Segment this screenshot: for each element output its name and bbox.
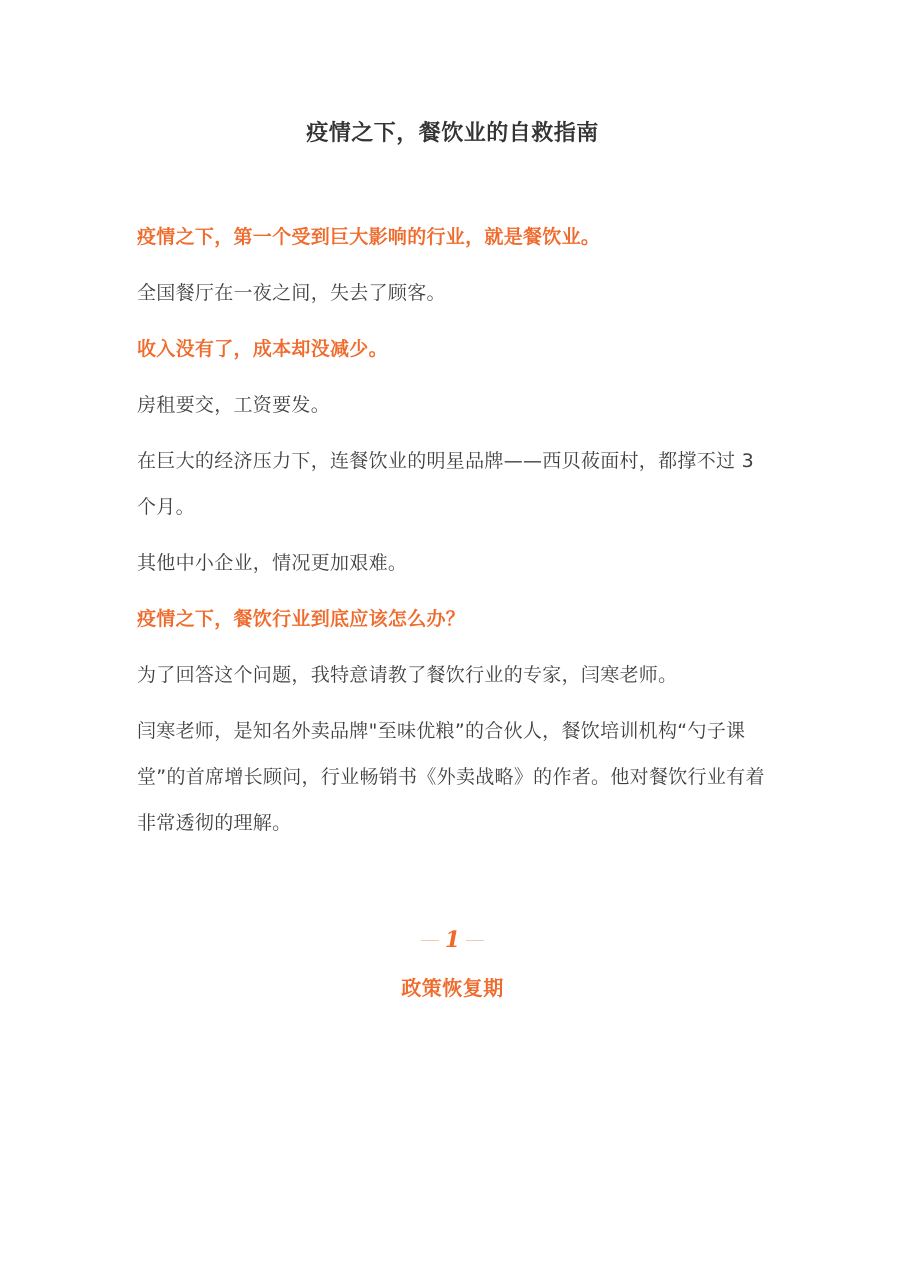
paragraph: 为了回答这个问题，我特意请教了餐饮行业的专家，闫寒老师。 bbox=[137, 664, 678, 686]
decorative-line-left bbox=[421, 940, 439, 941]
section-number-row bbox=[0, 920, 905, 960]
article-title: 疫情之下，餐饮业的自救指南 bbox=[306, 121, 599, 146]
paragraph: 房租要交，工资要发。 bbox=[137, 394, 331, 416]
decorative-line-right bbox=[466, 940, 484, 941]
section-number: 1 bbox=[444, 927, 461, 953]
article-body bbox=[137, 214, 777, 856]
paragraph-highlight: 收入没有了，成本却没减少。 bbox=[137, 338, 388, 360]
section-heading bbox=[0, 920, 905, 1001]
paragraph: 全国餐厅在一夜之间，失去了顾客。 bbox=[137, 282, 446, 304]
paragraph: 在巨大的经济压力下，连餐饮业的明星品牌——西贝莜面村，都撑不过 3 个月。 bbox=[137, 450, 755, 518]
section-title: 政策恢复期 bbox=[401, 976, 504, 1000]
paragraph-highlight: 疫情之下，餐饮行业到底应该怎么办？ bbox=[137, 608, 466, 630]
paragraph: 其他中小企业，情况更加艰难。 bbox=[137, 552, 408, 574]
paragraph: 闫寒老师，是知名外卖品牌"至味优粮”的合伙人，餐饮培训机构“勺子课堂”的首席增长顾问，行业畅销书《外卖战略》的作者。他对餐饮行业有着非常透彻的理解。 bbox=[137, 720, 765, 834]
paragraph-highlight: 疫情之下，第一个受到巨大影响的行业，就是餐饮业。 bbox=[137, 226, 601, 248]
